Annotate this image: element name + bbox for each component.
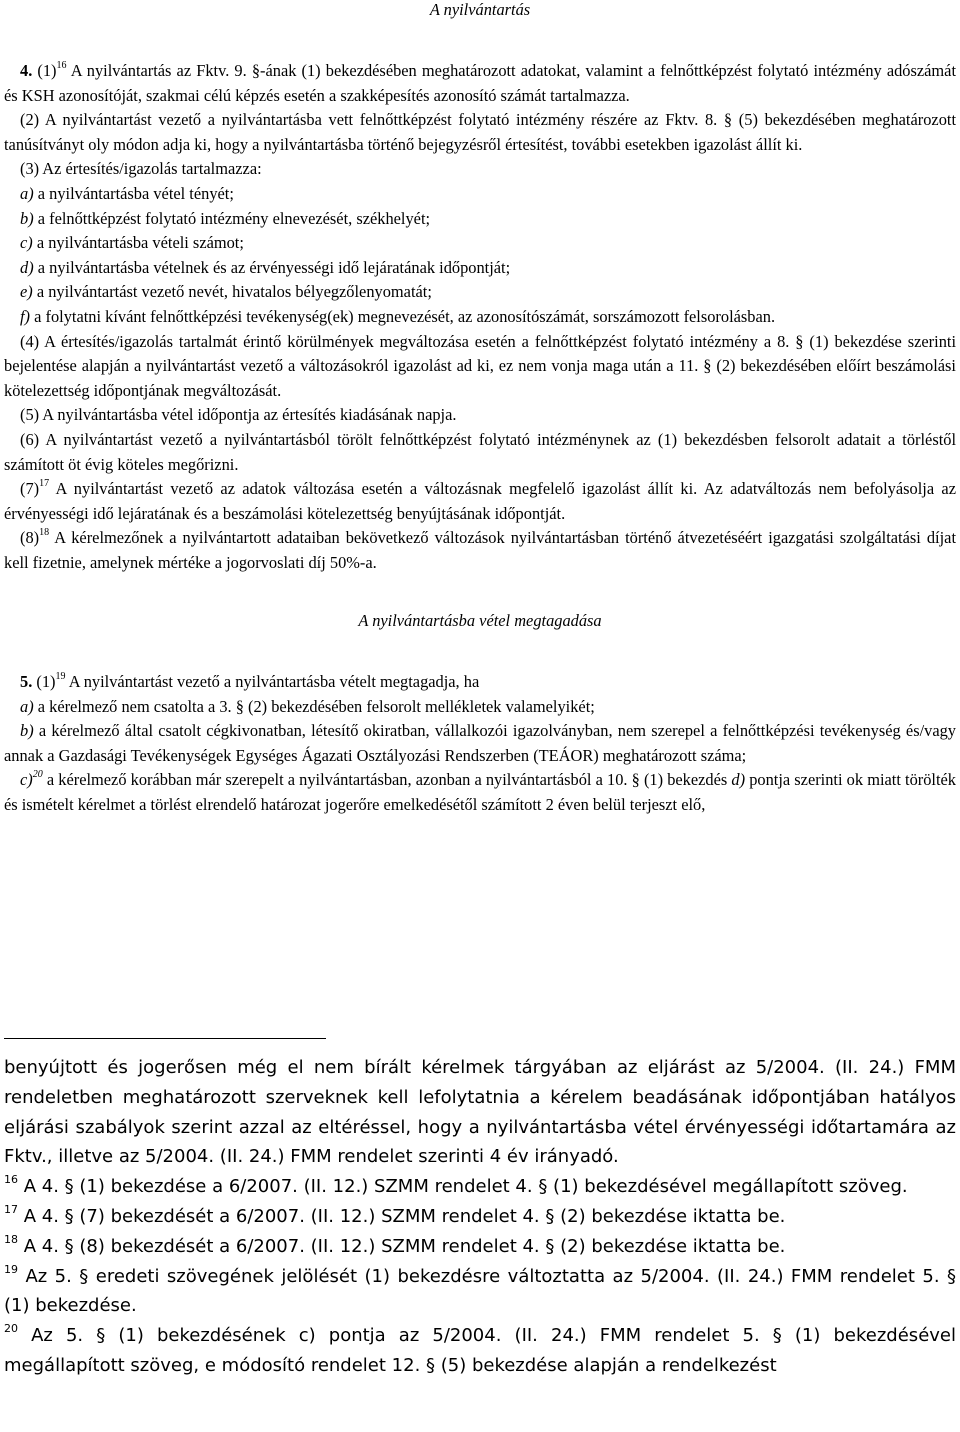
list-item-5c: c)$^{20}$ a kérelmező korábban már szerepelt a nyilvántartásban, azonban a nyilvántartásból a 10. § (1) bekezdés d) pontja szerinti ok miatt törölték és ismételt kérelmet a törlést elrendelő határozat jogerőre emelkedésétől számított 2 éven belül terjeszt elő, <box>4 769 956 815</box>
list-item-b: b) a felnőttképzést folytató intézmény elnevezését, székhelyét; <box>20 208 431 228</box>
list-item-5b: b) a kérelmező által csatolt cégkivonatban, létesítő okiratban, vállalkozói igazolványban, nem szerepel a felnőttképzési tevékenység és/vagy annak a Gazdasági Tevékenységek Egységes Ágazati Osztályozási Rendszerben (TEÁOR) meghatározott száma; <box>4 721 956 765</box>
paragraph-4-4: (4) A értesítés/igazolás tartalmát érintő körülmények megváltozása esetén a felnőttképzést folytató intézmény a 8. § (1) bekezdése szerinti bejelentése alapján a nyilvántartást vezető a változásokról igazolást ad ki, ez nem vonja maga után a 11. § (2) bekezdésében előírt beszámolási kötelezettség időpontjának megváltozását. <box>4 331 956 400</box>
paragraph-4-7: $(7)^{17}$ A nyilvántartást vezető az adatok változása esetén a változásnak megfelelő igazolást állít ki. Az adatváltozás nem befolyásolja az érvényességi idő lejáratának és a beszámolási kötelezettség benyújtásának időpontját. <box>4 478 956 523</box>
footnote-16: $^{16}$ A 4. § (1) bekezdése a 6/2007. (II. 12.) SZMM rendelet 4. § (1) bekezdésével megállapított szöveg. <box>4 1173 908 1198</box>
paragraph-4-3: (3) Az értesítés/igazolás tartalmazza: <box>20 159 262 179</box>
footnotes <box>4 1053 956 1381</box>
section-title: A nyilvántartásba vétel megtagadása <box>358 611 602 631</box>
footnote-18: $^{18}$ A 4. § (8) bekezdését a 6/2007. (II. 12.) SZMM rendelet 4. § (2) bekezdése iktatta be. <box>4 1232 786 1257</box>
footnote-20: $^{20}$ Az 5. § (1) bekezdésének c) pontja az 5/2004. (II. 24.) FMM rendelet 5. § (1) bekezdésével megállapított szöveg, e módosító rendelet 12. § (5) bekezdése alapján a rendelkezést <box>4 1322 956 1376</box>
paragraph-4-5: (5) A nyilvántartásba vétel időpontja az értesítés kiadásának napja. <box>20 405 457 425</box>
paragraph-5-1: 5. $(1)^{19}$ A nyilvántartást vezető a nyilvántartásba vételt megtagadja, ha <box>20 671 480 692</box>
footnote-ref[interactable]: 19 <box>55 671 66 683</box>
document-page <box>4 0 956 818</box>
footnote-19: $^{19}$ Az 5. § eredeti szövegének jelölését (1) bekezdésre változtatta az 5/2004. (II. 24.) FMM rendelet 5. § (1) bekezdése. <box>4 1262 956 1317</box>
footnote-separator <box>4 1038 326 1039</box>
paragraph-4-1: 4. $(1)^{16}$ A nyilvántartás az Fktv. 9. §-ának (1) bekezdésében meghatározott adatokat, valamint a felnőttképzést folytató intézmény adószámát és KSH azonosítóját, szakmai célú képzés esetén a szakképesítés azonosító számát tartalmazza. <box>4 60 956 105</box>
list-item-f: f) a folytatni kívánt felnőttképzési tevékenység(ek) megnevezését, az azonosítószámát, sorszámozott felsorolásban. <box>20 306 776 326</box>
section-4 <box>4 59 956 575</box>
footnote-continuation: benyújtott és jogerősen még el nem bírált kérelmek tárgyában az eljárást az 5/2004. (II. 24.) FMM rendeletben meghatározott szerveknek kell lefolytatnia a kérelem beadásának időpontjában hatályos eljárási szabályok szerint azzal az eltéréssel, hogy a nyilvántartásba vétel érvényességi időtartamára az Fktv., illetve az 5/2004. (II. 24.) FMM rendelet szerinti 4 év irányadó. <box>4 1057 956 1168</box>
section-5 <box>4 670 956 818</box>
list-item-5a: a) a kérelmező nem csatolta a 3. § (2) bekezdésében felsorolt mellékletek valamelyikét; <box>20 696 595 716</box>
list-item-e: e) a nyilvántartást vezető nevét, hivatalos bélyegzőlenyomatát; <box>20 282 432 302</box>
section-number: 4. <box>20 61 33 80</box>
footnote-ref[interactable]: 18 <box>39 527 50 539</box>
list-item-c: c) a nyilvántartásba vételi számot; <box>20 233 244 253</box>
paragraph-4-6: (6) A nyilvántartást vezető a nyilvántartásból törölt felnőttképzést folytató intézménynek az (1) bekezdésben felsorolt adatait a törléstől számított öt évig köteles megőrizni. <box>4 429 956 474</box>
footnote-ref[interactable]: 17 <box>39 478 50 490</box>
list-item-a: a) a nyilvántartásba vétel tényét; <box>20 183 234 203</box>
list-item-d: d) a nyilvántartásba vételnek és az érvényességi idő lejáratának időpontját; <box>20 257 511 277</box>
running-header: A nyilvántartás <box>429 0 531 19</box>
section-number: 5. <box>20 672 33 692</box>
footnote-ref[interactable]: 20 <box>32 769 43 781</box>
footnote-17: $^{17}$ A 4. § (7) bekezdését a 6/2007. (II. 12.) SZMM rendelet 4. § (2) bekezdése iktatta be. <box>4 1202 786 1227</box>
paragraph-4-8: $(8)^{18}$ A kérelmezőnek a nyilvántartott adataiban bekövetkező változások nyilvántartásban történő átvezetéséért igazgatási szolgáltatási díjat kell fizetnie, amelynek mértéke a jogorvoslati díj 50%-a. <box>4 527 956 572</box>
footnote-ref[interactable]: 16 <box>56 60 67 71</box>
paragraph-4-2: (2) A nyilvántartást vezető a nyilvántartásba vett felnőttképzést folytató intézmény részére az Fktv. 8. § (5) bekezdésében meghatározott tanúsítványt oly módon adja ki, hogy a nyilvántartásba történő bejegyzésről értesítést, további esetekben igazolást állít ki. <box>4 110 956 154</box>
